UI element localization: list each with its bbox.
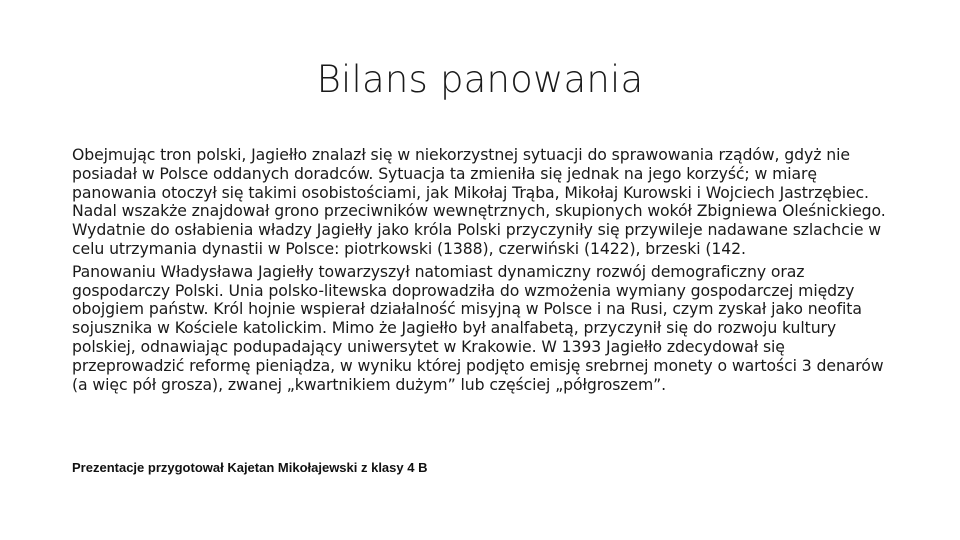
slide-title: Bilans panowania [316, 58, 644, 101]
paragraph-reign-start: Obejmując tron polski, Jagiełło znalazł się w niekorzystnej sytuacji do sprawowania rządów, gdyż nie posiadał w Polsce oddanych doradców. Sytuacja ta zmieniła się jednak na jego korzyść; w miarę panowania otoczył się takimi osobistościami, jak Mikołaj Trąba, Mikołaj Kurowski i Wojciech Jastrzębiec. Nadal wszakże znajdował grono przeciwników wewnętrznych, skupionych wokół Zbigniewa Oleśnickiego. Wydatnie do osłabienia władzy Jagiełły jako króla Polski przyczyniły się przywileje nadawane szlachcie w celu utrzymania dynastii w Polsce: piotrkowski (1388), czerwiński (1422), brzeski (142. [72, 145, 886, 258]
slide-body [72, 146, 892, 394]
paragraph-development: Panowaniu Władysława Jagiełły towarzyszył natomiast dynamiczny rozwój demograficzny oraz gospodarczy Polski. Unia polsko-litewska doprowadziła do wzmożenia wymiany gospodarczej między obojgiem państw. Król hojnie wspierał działalność misyjną w Polsce i na Rusi, czym zyskał jako neofita sojusznika w Kościele katolickim. Mimo że Jagiełło był analfabetą, przyczynił się do rozwoju kultury polskiej, odnawiając podupadający uniwersytet w Krakowie. W 1393 Jagiełło zdecydował się przeprowadzić reformę pieniądza, w wyniku której podjęto emisję srebrnej monety o wartości 3 denarów (a więc pół grosza), zwanej „kwartnikiem dużym” lub częściej „półgroszem”. [72, 261, 884, 394]
author-note: Prezentacje przygotował Kajetan Mikołajewski z klasy 4 B [72, 460, 428, 475]
